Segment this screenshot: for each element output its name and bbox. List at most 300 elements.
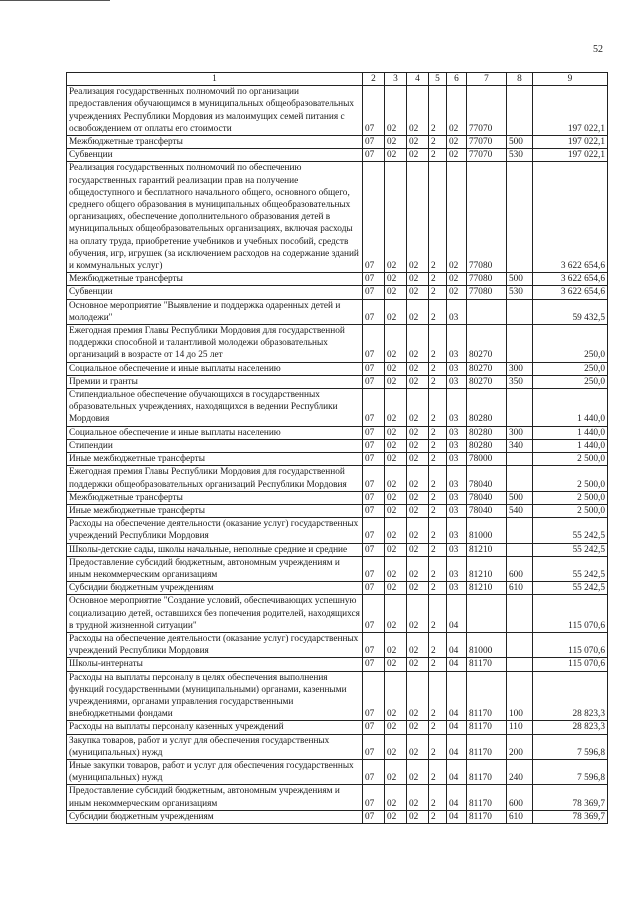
row-code-c5: 2 bbox=[429, 518, 447, 543]
row-code-c8 bbox=[507, 518, 533, 543]
row-code-c2: 07 bbox=[363, 439, 385, 452]
row-code-c3: 02 bbox=[385, 632, 407, 657]
row-code-c8 bbox=[507, 595, 533, 633]
row-code-c2: 07 bbox=[363, 136, 385, 149]
row-code-c2: 07 bbox=[363, 810, 385, 823]
row-name: Расходы на обеспечение деятельности (оказание услуг) государственных учреждений Республики Мордовия bbox=[67, 518, 363, 543]
row-code-c2: 07 bbox=[363, 362, 385, 375]
row-code-c8: 540 bbox=[507, 504, 533, 517]
row-code-c4: 02 bbox=[407, 149, 429, 162]
table-row bbox=[67, 375, 608, 388]
table-row bbox=[67, 325, 608, 363]
row-code-c5: 2 bbox=[429, 136, 447, 149]
row-code-c5: 2 bbox=[429, 299, 447, 324]
row-code-c3: 02 bbox=[385, 810, 407, 823]
row-name: Межбюджетные трансферты bbox=[67, 136, 363, 149]
row-code-c4: 02 bbox=[407, 556, 429, 581]
row-code-c8: 530 bbox=[507, 286, 533, 299]
row-name: Иные межбюджетные трансферты bbox=[67, 453, 363, 466]
row-amount: 197 022,1 bbox=[533, 136, 608, 149]
row-code-c3: 02 bbox=[385, 582, 407, 595]
row-code-c7: 81170 bbox=[467, 759, 507, 784]
row-code-c2: 07 bbox=[363, 286, 385, 299]
row-amount: 55 242,5 bbox=[533, 543, 608, 556]
row-code-c5: 2 bbox=[429, 759, 447, 784]
row-code-c2: 07 bbox=[363, 325, 385, 363]
row-code-c4: 02 bbox=[407, 491, 429, 504]
row-code-c6: 03 bbox=[447, 362, 467, 375]
row-code-c5: 2 bbox=[429, 721, 447, 734]
row-code-c6: 03 bbox=[447, 504, 467, 517]
row-code-c6: 04 bbox=[447, 759, 467, 784]
row-code-c7: 77080 bbox=[467, 162, 507, 273]
row-code-c8: 100 bbox=[507, 671, 533, 721]
table-row bbox=[67, 453, 608, 466]
row-code-c8: 500 bbox=[507, 136, 533, 149]
table-row bbox=[67, 162, 608, 273]
row-code-c5: 2 bbox=[429, 325, 447, 363]
row-code-c8: 500 bbox=[507, 491, 533, 504]
row-code-c3: 02 bbox=[385, 721, 407, 734]
column-header: 1 bbox=[67, 73, 363, 86]
row-amount: 2 500,0 bbox=[533, 491, 608, 504]
table-row bbox=[67, 543, 608, 556]
row-code-c2: 07 bbox=[363, 162, 385, 273]
table-row bbox=[67, 759, 608, 784]
row-name: Иные межбюджетные трансферты bbox=[67, 504, 363, 517]
row-code-c6: 03 bbox=[447, 543, 467, 556]
row-code-c8 bbox=[507, 299, 533, 324]
row-code-c2: 07 bbox=[363, 375, 385, 388]
row-code-c6: 03 bbox=[447, 325, 467, 363]
header-row bbox=[67, 73, 608, 86]
row-code-c4: 02 bbox=[407, 389, 429, 427]
row-code-c7: 81000 bbox=[467, 518, 507, 543]
row-code-c8: 340 bbox=[507, 439, 533, 452]
row-code-c5: 2 bbox=[429, 86, 447, 136]
row-name: Социальное обеспечение и иные выплаты населению bbox=[67, 362, 363, 375]
row-code-c3: 02 bbox=[385, 426, 407, 439]
row-code-c3: 02 bbox=[385, 504, 407, 517]
row-code-c4: 02 bbox=[407, 426, 429, 439]
row-code-c6: 04 bbox=[447, 810, 467, 823]
row-amount: 55 242,5 bbox=[533, 582, 608, 595]
row-code-c5: 2 bbox=[429, 734, 447, 759]
row-code-c7 bbox=[467, 299, 507, 324]
column-header: 9 bbox=[533, 73, 608, 86]
row-code-c5: 2 bbox=[429, 785, 447, 810]
row-code-c7 bbox=[467, 595, 507, 633]
row-amount: 28 823,3 bbox=[533, 671, 608, 721]
row-code-c4: 02 bbox=[407, 671, 429, 721]
row-name: Стипендии bbox=[67, 439, 363, 452]
row-code-c3: 02 bbox=[385, 466, 407, 491]
row-code-c2: 07 bbox=[363, 658, 385, 671]
row-code-c5: 2 bbox=[429, 162, 447, 273]
table-row bbox=[67, 671, 608, 721]
row-code-c8 bbox=[507, 86, 533, 136]
row-code-c4: 02 bbox=[407, 86, 429, 136]
row-code-c3: 02 bbox=[385, 299, 407, 324]
row-code-c2: 07 bbox=[363, 453, 385, 466]
row-code-c4: 02 bbox=[407, 543, 429, 556]
table-row bbox=[67, 734, 608, 759]
row-code-c4: 02 bbox=[407, 582, 429, 595]
row-name: Расходы на выплаты персоналу в целях обеспечения выполнения функций государственными (муниципальными) органами, казенными учреждениями, органами управления государственными внебюджетными фондами bbox=[67, 671, 363, 721]
table-row bbox=[67, 518, 608, 543]
row-code-c6: 03 bbox=[447, 389, 467, 427]
row-code-c7: 77070 bbox=[467, 86, 507, 136]
row-code-c2: 07 bbox=[363, 518, 385, 543]
row-code-c3: 02 bbox=[385, 759, 407, 784]
row-code-c7: 78040 bbox=[467, 491, 507, 504]
row-code-c7: 78040 bbox=[467, 504, 507, 517]
row-code-c5: 2 bbox=[429, 375, 447, 388]
row-code-c4: 02 bbox=[407, 325, 429, 363]
row-code-c3: 02 bbox=[385, 785, 407, 810]
row-code-c7: 80280 bbox=[467, 439, 507, 452]
row-code-c6: 04 bbox=[447, 721, 467, 734]
row-code-c5: 2 bbox=[429, 595, 447, 633]
row-code-c7: 77070 bbox=[467, 136, 507, 149]
row-code-c3: 02 bbox=[385, 491, 407, 504]
row-code-c8: 300 bbox=[507, 426, 533, 439]
table-row bbox=[67, 785, 608, 810]
row-name: Субсидии бюджетным учреждениям bbox=[67, 582, 363, 595]
row-code-c8 bbox=[507, 543, 533, 556]
row-code-c7: 78040 bbox=[467, 466, 507, 491]
row-code-c3: 02 bbox=[385, 734, 407, 759]
row-code-c5: 2 bbox=[429, 273, 447, 286]
column-header: 2 bbox=[363, 73, 385, 86]
row-code-c8 bbox=[507, 658, 533, 671]
row-code-c7: 80270 bbox=[467, 375, 507, 388]
row-code-c2: 07 bbox=[363, 632, 385, 657]
row-code-c7: 81170 bbox=[467, 658, 507, 671]
column-header: 8 bbox=[507, 73, 533, 86]
row-code-c8: 530 bbox=[507, 149, 533, 162]
row-code-c2: 07 bbox=[363, 426, 385, 439]
row-code-c6: 02 bbox=[447, 136, 467, 149]
row-code-c7: 81210 bbox=[467, 556, 507, 581]
row-code-c8 bbox=[507, 453, 533, 466]
row-code-c8: 240 bbox=[507, 759, 533, 784]
row-code-c4: 02 bbox=[407, 785, 429, 810]
row-code-c8: 110 bbox=[507, 721, 533, 734]
row-code-c6: 03 bbox=[447, 466, 467, 491]
table-row bbox=[67, 426, 608, 439]
row-code-c8: 350 bbox=[507, 375, 533, 388]
row-code-c5: 2 bbox=[429, 810, 447, 823]
table-row bbox=[67, 810, 608, 823]
row-amount: 115 070,6 bbox=[533, 658, 608, 671]
row-amount: 1 440,0 bbox=[533, 439, 608, 452]
row-code-c6: 02 bbox=[447, 162, 467, 273]
row-code-c3: 02 bbox=[385, 149, 407, 162]
row-code-c4: 02 bbox=[407, 162, 429, 273]
row-code-c4: 02 bbox=[407, 518, 429, 543]
row-code-c6: 02 bbox=[447, 86, 467, 136]
row-code-c4: 02 bbox=[407, 299, 429, 324]
row-code-c8 bbox=[507, 632, 533, 657]
row-code-c2: 07 bbox=[363, 556, 385, 581]
row-code-c2: 07 bbox=[363, 504, 385, 517]
row-code-c8: 600 bbox=[507, 785, 533, 810]
column-header: 4 bbox=[407, 73, 429, 86]
row-name: Школы-интернаты bbox=[67, 658, 363, 671]
row-code-c3: 02 bbox=[385, 136, 407, 149]
row-code-c6: 03 bbox=[447, 426, 467, 439]
table-row bbox=[67, 299, 608, 324]
row-code-c7: 81170 bbox=[467, 785, 507, 810]
table-row bbox=[67, 595, 608, 633]
table-row bbox=[67, 504, 608, 517]
row-code-c8: 610 bbox=[507, 810, 533, 823]
table-row bbox=[67, 721, 608, 734]
row-code-c3: 02 bbox=[385, 671, 407, 721]
row-code-c4: 02 bbox=[407, 286, 429, 299]
row-amount: 2 500,0 bbox=[533, 466, 608, 491]
row-code-c6: 03 bbox=[447, 556, 467, 581]
row-code-c6: 04 bbox=[447, 734, 467, 759]
row-code-c3: 02 bbox=[385, 286, 407, 299]
row-code-c3: 02 bbox=[385, 325, 407, 363]
row-code-c7: 81210 bbox=[467, 543, 507, 556]
row-code-c6: 04 bbox=[447, 785, 467, 810]
row-code-c6: 03 bbox=[447, 453, 467, 466]
row-code-c4: 02 bbox=[407, 504, 429, 517]
top-rule bbox=[0, 0, 110, 1]
row-amount: 2 500,0 bbox=[533, 504, 608, 517]
row-code-c3: 02 bbox=[385, 453, 407, 466]
row-amount: 2 500,0 bbox=[533, 453, 608, 466]
row-amount: 59 432,5 bbox=[533, 299, 608, 324]
row-code-c3: 02 bbox=[385, 518, 407, 543]
row-code-c6: 02 bbox=[447, 273, 467, 286]
row-code-c5: 2 bbox=[429, 671, 447, 721]
row-code-c7: 77070 bbox=[467, 149, 507, 162]
row-amount: 55 242,5 bbox=[533, 556, 608, 581]
row-amount: 78 369,7 bbox=[533, 810, 608, 823]
row-name: Межбюджетные трансферты bbox=[67, 491, 363, 504]
row-amount: 7 596,8 bbox=[533, 734, 608, 759]
row-code-c2: 07 bbox=[363, 543, 385, 556]
row-code-c2: 07 bbox=[363, 785, 385, 810]
row-code-c6: 02 bbox=[447, 286, 467, 299]
column-header: 6 bbox=[447, 73, 467, 86]
table-row bbox=[67, 658, 608, 671]
row-name: Школы-детские сады, школы начальные, неполные средние и средние bbox=[67, 543, 363, 556]
table-row bbox=[67, 556, 608, 581]
row-code-c7: 78000 bbox=[467, 453, 507, 466]
row-amount: 115 070,6 bbox=[533, 595, 608, 633]
row-amount: 3 622 654,6 bbox=[533, 273, 608, 286]
row-code-c4: 02 bbox=[407, 439, 429, 452]
row-code-c5: 2 bbox=[429, 658, 447, 671]
row-name: Ежегодная премия Главы Республики Мордовия для государственной поддержки способной и талантливой молодежи образовательных организаций в возрасте от 14 до 25 лет bbox=[67, 325, 363, 363]
column-header: 5 bbox=[429, 73, 447, 86]
row-code-c5: 2 bbox=[429, 362, 447, 375]
table-row bbox=[67, 149, 608, 162]
row-amount: 250,0 bbox=[533, 325, 608, 363]
row-code-c3: 02 bbox=[385, 556, 407, 581]
row-code-c4: 02 bbox=[407, 632, 429, 657]
row-code-c8 bbox=[507, 389, 533, 427]
row-code-c7: 81000 bbox=[467, 632, 507, 657]
row-code-c4: 02 bbox=[407, 136, 429, 149]
row-amount: 1 440,0 bbox=[533, 426, 608, 439]
row-name: Ежегодная премия Главы Республики Мордовия для государственной поддержки общеобразовательных организаций Республики Мордовия bbox=[67, 466, 363, 491]
row-amount: 7 596,8 bbox=[533, 759, 608, 784]
budget-table bbox=[66, 72, 608, 824]
row-code-c6: 04 bbox=[447, 595, 467, 633]
row-name: Расходы на обеспечение деятельности (оказание услуг) государственных учреждений Республики Мордовия bbox=[67, 632, 363, 657]
row-code-c5: 2 bbox=[429, 286, 447, 299]
row-code-c7: 77080 bbox=[467, 273, 507, 286]
row-code-c2: 07 bbox=[363, 299, 385, 324]
row-name: Реализация государственных полномочий по организации предоставления обучающимся в муниципальных общеобразовательных учреждениях Республики Мордовия из малоимущих семей питания с освобождением от оплаты его стоимости bbox=[67, 86, 363, 136]
row-amount: 250,0 bbox=[533, 362, 608, 375]
table-row bbox=[67, 632, 608, 657]
row-code-c3: 02 bbox=[385, 362, 407, 375]
row-name: Социальное обеспечение и иные выплаты населению bbox=[67, 426, 363, 439]
column-header: 3 bbox=[385, 73, 407, 86]
row-code-c7: 81170 bbox=[467, 671, 507, 721]
row-code-c2: 07 bbox=[363, 273, 385, 286]
row-name: Межбюджетные трансферты bbox=[67, 273, 363, 286]
row-code-c4: 02 bbox=[407, 810, 429, 823]
page-number: 52 bbox=[593, 44, 603, 55]
row-code-c3: 02 bbox=[385, 162, 407, 273]
table-row bbox=[67, 286, 608, 299]
row-code-c4: 02 bbox=[407, 375, 429, 388]
row-name: Предоставление субсидий бюджетным, автономным учреждениям и иным некоммерческим организациям bbox=[67, 785, 363, 810]
row-code-c2: 07 bbox=[363, 595, 385, 633]
row-amount: 197 022,1 bbox=[533, 149, 608, 162]
row-code-c4: 02 bbox=[407, 734, 429, 759]
row-code-c3: 02 bbox=[385, 658, 407, 671]
row-code-c5: 2 bbox=[429, 389, 447, 427]
row-code-c3: 02 bbox=[385, 273, 407, 286]
row-code-c5: 2 bbox=[429, 632, 447, 657]
row-code-c6: 02 bbox=[447, 149, 467, 162]
row-amount: 78 369,7 bbox=[533, 785, 608, 810]
row-name: Стипендиальное обеспечение обучающихся в государственных образовательных учреждениях, находящихся в ведении Республики Мордовия bbox=[67, 389, 363, 427]
row-code-c7: 80280 bbox=[467, 426, 507, 439]
column-header: 7 bbox=[467, 73, 507, 86]
row-code-c7: 81170 bbox=[467, 721, 507, 734]
row-code-c2: 07 bbox=[363, 149, 385, 162]
row-amount: 3 622 654,6 bbox=[533, 162, 608, 273]
row-code-c7: 81170 bbox=[467, 734, 507, 759]
row-code-c2: 07 bbox=[363, 582, 385, 595]
row-code-c2: 07 bbox=[363, 671, 385, 721]
table-row bbox=[67, 439, 608, 452]
row-code-c6: 03 bbox=[447, 518, 467, 543]
row-name: Субвенции bbox=[67, 286, 363, 299]
row-code-c3: 02 bbox=[385, 543, 407, 556]
row-code-c6: 04 bbox=[447, 632, 467, 657]
row-code-c6: 03 bbox=[447, 491, 467, 504]
row-code-c5: 2 bbox=[429, 556, 447, 581]
row-code-c5: 2 bbox=[429, 582, 447, 595]
row-code-c6: 03 bbox=[447, 299, 467, 324]
row-code-c7: 81210 bbox=[467, 582, 507, 595]
row-code-c8 bbox=[507, 162, 533, 273]
row-code-c8: 610 bbox=[507, 582, 533, 595]
row-code-c3: 02 bbox=[385, 86, 407, 136]
row-amount: 1 440,0 bbox=[533, 389, 608, 427]
row-code-c8: 200 bbox=[507, 734, 533, 759]
row-code-c4: 02 bbox=[407, 273, 429, 286]
row-code-c5: 2 bbox=[429, 543, 447, 556]
row-name: Расходы на выплаты персоналу казенных учреждений bbox=[67, 721, 363, 734]
table-row bbox=[67, 491, 608, 504]
row-code-c6: 04 bbox=[447, 658, 467, 671]
table-row bbox=[67, 389, 608, 427]
row-name: Основное мероприятие "Создание условий, обеспечивающих успешную социализацию детей, оставшихся без попечения родителей, находящихся в трудной жизненной ситуации" bbox=[67, 595, 363, 633]
row-code-c2: 07 bbox=[363, 721, 385, 734]
row-amount: 55 242,5 bbox=[533, 518, 608, 543]
row-code-c2: 07 bbox=[363, 86, 385, 136]
row-code-c4: 02 bbox=[407, 595, 429, 633]
row-code-c5: 2 bbox=[429, 426, 447, 439]
row-code-c4: 02 bbox=[407, 759, 429, 784]
row-name: Премии и гранты bbox=[67, 375, 363, 388]
row-amount: 197 022,1 bbox=[533, 86, 608, 136]
row-code-c5: 2 bbox=[429, 491, 447, 504]
table-row bbox=[67, 582, 608, 595]
row-amount: 115 070,6 bbox=[533, 632, 608, 657]
row-amount: 3 622 654,6 bbox=[533, 286, 608, 299]
row-name: Реализация государственных полномочий по обеспечению государственных гарантий реализации прав на получение общедоступного и бесплатного начального общего, основного общего, среднего общего образования в муниципальных общеобразовательных организациях, обеспечение дополнительного образования детей в муниципальных общеобразовательных организациях, включая расходы на оплату труда, приобретение учебников и учебных пособий, средств обучения, игр, игрушек (за исключением расходов на содержание зданий и коммунальных услуг) bbox=[67, 162, 363, 273]
row-code-c6: 03 bbox=[447, 439, 467, 452]
row-code-c6: 03 bbox=[447, 582, 467, 595]
row-code-c7: 80270 bbox=[467, 325, 507, 363]
row-code-c4: 02 bbox=[407, 453, 429, 466]
row-code-c7: 80270 bbox=[467, 362, 507, 375]
row-name: Субвенции bbox=[67, 149, 363, 162]
row-code-c5: 2 bbox=[429, 439, 447, 452]
row-code-c4: 02 bbox=[407, 721, 429, 734]
row-code-c5: 2 bbox=[429, 149, 447, 162]
row-code-c2: 07 bbox=[363, 734, 385, 759]
row-code-c2: 07 bbox=[363, 389, 385, 427]
row-amount: 250,0 bbox=[533, 375, 608, 388]
table-row bbox=[67, 86, 608, 136]
row-name: Закупка товаров, работ и услуг для обеспечения государственных (муниципальных) нужд bbox=[67, 734, 363, 759]
row-code-c6: 03 bbox=[447, 375, 467, 388]
row-code-c4: 02 bbox=[407, 658, 429, 671]
row-code-c3: 02 bbox=[385, 595, 407, 633]
row-code-c7: 81170 bbox=[467, 810, 507, 823]
table-row bbox=[67, 466, 608, 491]
table-body bbox=[67, 86, 608, 824]
table-row bbox=[67, 362, 608, 375]
row-code-c6: 04 bbox=[447, 671, 467, 721]
row-code-c3: 02 bbox=[385, 439, 407, 452]
row-code-c3: 02 bbox=[385, 389, 407, 427]
row-amount: 28 823,3 bbox=[533, 721, 608, 734]
table-row bbox=[67, 136, 608, 149]
row-code-c4: 02 bbox=[407, 362, 429, 375]
table-row bbox=[67, 273, 608, 286]
row-code-c7: 80280 bbox=[467, 389, 507, 427]
row-name: Основное мероприятие "Выявление и поддержка одаренных детей и молодежи" bbox=[67, 299, 363, 324]
row-code-c8: 300 bbox=[507, 362, 533, 375]
row-name: Предоставление субсидий бюджетным, автономным учреждениям и иным некоммерческим организациям bbox=[67, 556, 363, 581]
row-code-c4: 02 bbox=[407, 466, 429, 491]
